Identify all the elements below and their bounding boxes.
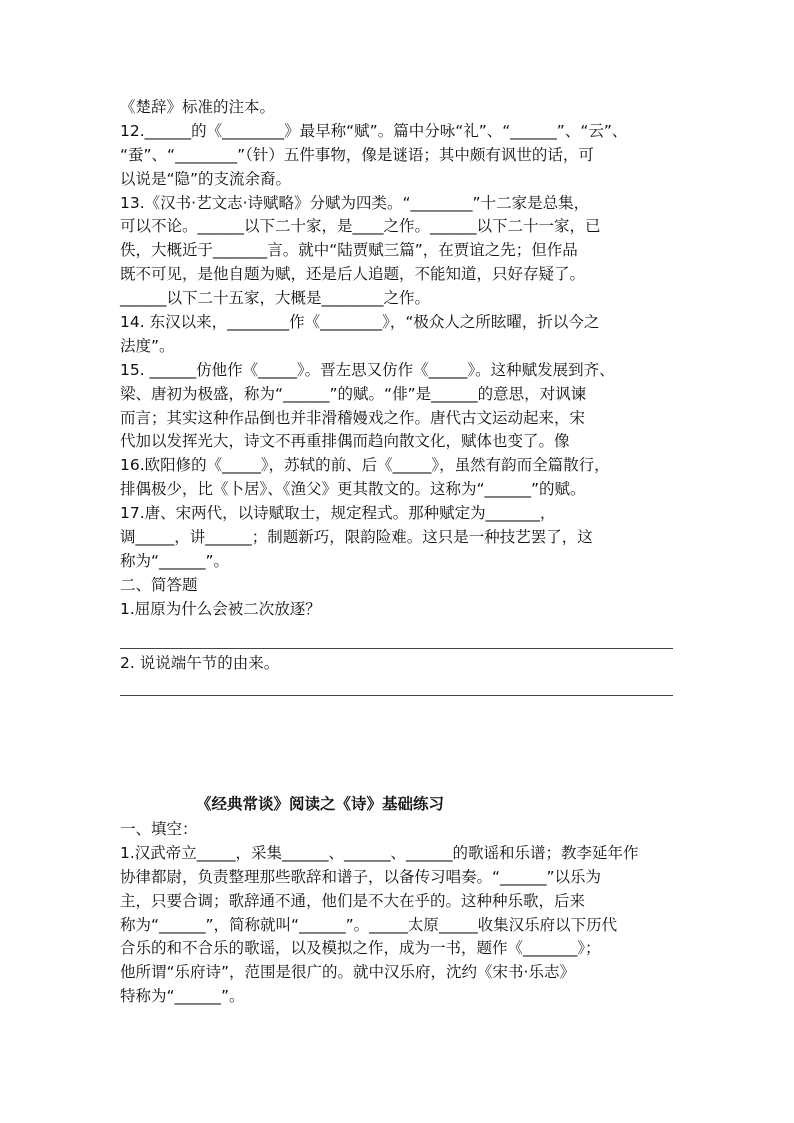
- question-16-line-2: 排偶极少，比《卜居》、《渔父》更其散文的。这称为“______”的赋。: [120, 480, 586, 499]
- question-13-line-2: 可以不论。______以下二十家，是____之作。______以下二十一家，已: [120, 217, 601, 236]
- poetry-question-1-line-2: 协律都尉，负责整理那些歌辞和谱子，以备传习唱奏。“______”以乐为: [120, 867, 602, 886]
- question-15-line-2: 梁、唐初为极盛，称为“______”的赋。“俳”是______的意思，对讽谏: [120, 384, 587, 403]
- question-14-line-1: 14. 东汉以来，________作《________》，“极众人之所眩曜，折以今之: [120, 313, 600, 332]
- section-heading-fill-blank: 一、填空：: [120, 820, 198, 838]
- answer-line-1[interactable]: [120, 648, 673, 649]
- short-answer-question-1: 1.屈原为什么会被二次放逐？: [120, 599, 321, 618]
- poetry-question-1-line-4: 称为“______”，简称就叫“______”。_____太原_____收集汉乐府以下历代: [120, 915, 618, 934]
- poetry-question-1-line-7: 特称为“______”。: [120, 987, 245, 1006]
- section2-body: [120, 818, 680, 1009]
- poetry-question-1-line-3: 主，只要合调；歌辞通不通，他们是不大在乎的。这种种乐歌，后来: [120, 891, 586, 910]
- question-13-line-1: 13.《汉书·艺文志·诗赋略》分赋为四类。“________”十二家是总集，: [120, 193, 590, 212]
- question-13-line-3: 佚，大概近于_______言。就中“陆贾赋三篇”，在贾谊之先；但作品: [120, 241, 578, 260]
- short-answer-question-2: 2. 说说端午节的由来。: [120, 654, 280, 672]
- question-15-line-1: 15. ______仿他作《_____》。晋左思又仿作《_____》。这种赋发展到齐、: [120, 360, 615, 379]
- question-17-line-3: 称为“______”。: [120, 551, 230, 570]
- question-14-line-2: 法度”。: [120, 336, 175, 355]
- question-16-line-1: 16.欧阳修的《_____》，苏轼的前、后《_____》，虽然有韵而全篇散行，: [120, 456, 610, 475]
- question-15-line-4: 代加以发挥光大，诗文不再重排偶而趋向散文化，赋体也变了。像: [120, 432, 570, 451]
- poetry-question-1-line-1: 1.汉武帝立_____，采集______、______、______的歌谣和乐谱；教李延年作: [120, 843, 639, 862]
- question-12-line-3: 以说是“隐”的支流余裔。: [120, 169, 292, 188]
- question-12-line-1: 12.______的《________》最早称“赋”。篇中分咏“礼”、“______”、“云”、: [120, 121, 628, 140]
- poetry-question-1-line-6: 他所谓“乐府诗”，范围是很广的。就中汉乐府，沈约《宋书·乐志》: [120, 963, 575, 982]
- section1-body: [120, 96, 680, 622]
- question-17-line-1: 17.唐、宋两代，以诗赋取士，规定程式。那种赋定为_______，: [120, 504, 556, 523]
- text-line: 《楚辞》标准的注本。: [120, 98, 276, 116]
- question-13-line-4: 既不可见，是他自题为赋，还是后人追题，不能知道，只好存疑了。: [120, 265, 586, 284]
- question-13-line-5: ______以下二十五家，大概是________之作。: [120, 289, 431, 308]
- question-12-line-2: “蚕”、“________”（针）五件事物，像是谜语；其中颇有讽世的话，可: [120, 145, 594, 164]
- section2-title: 《经典常谈》阅读之《诗》基础练习: [196, 794, 445, 813]
- answer-line-2[interactable]: [120, 695, 673, 696]
- poetry-question-1-line-5: 合乐的和不合乐的歌谣，以及模拟之作，成为一书，题作《_______》；: [120, 939, 601, 958]
- question-17-line-2: 调_____，讲______；制题新巧，限韵险难。这只是一种技艺罢了，这: [120, 528, 593, 547]
- question-15-line-3: 而言；其实这种作品倒也并非滑稽嫚戏之作。唐代古文运动起来，宋: [120, 408, 586, 427]
- section-heading-short-answer: 二、简答题: [120, 575, 198, 594]
